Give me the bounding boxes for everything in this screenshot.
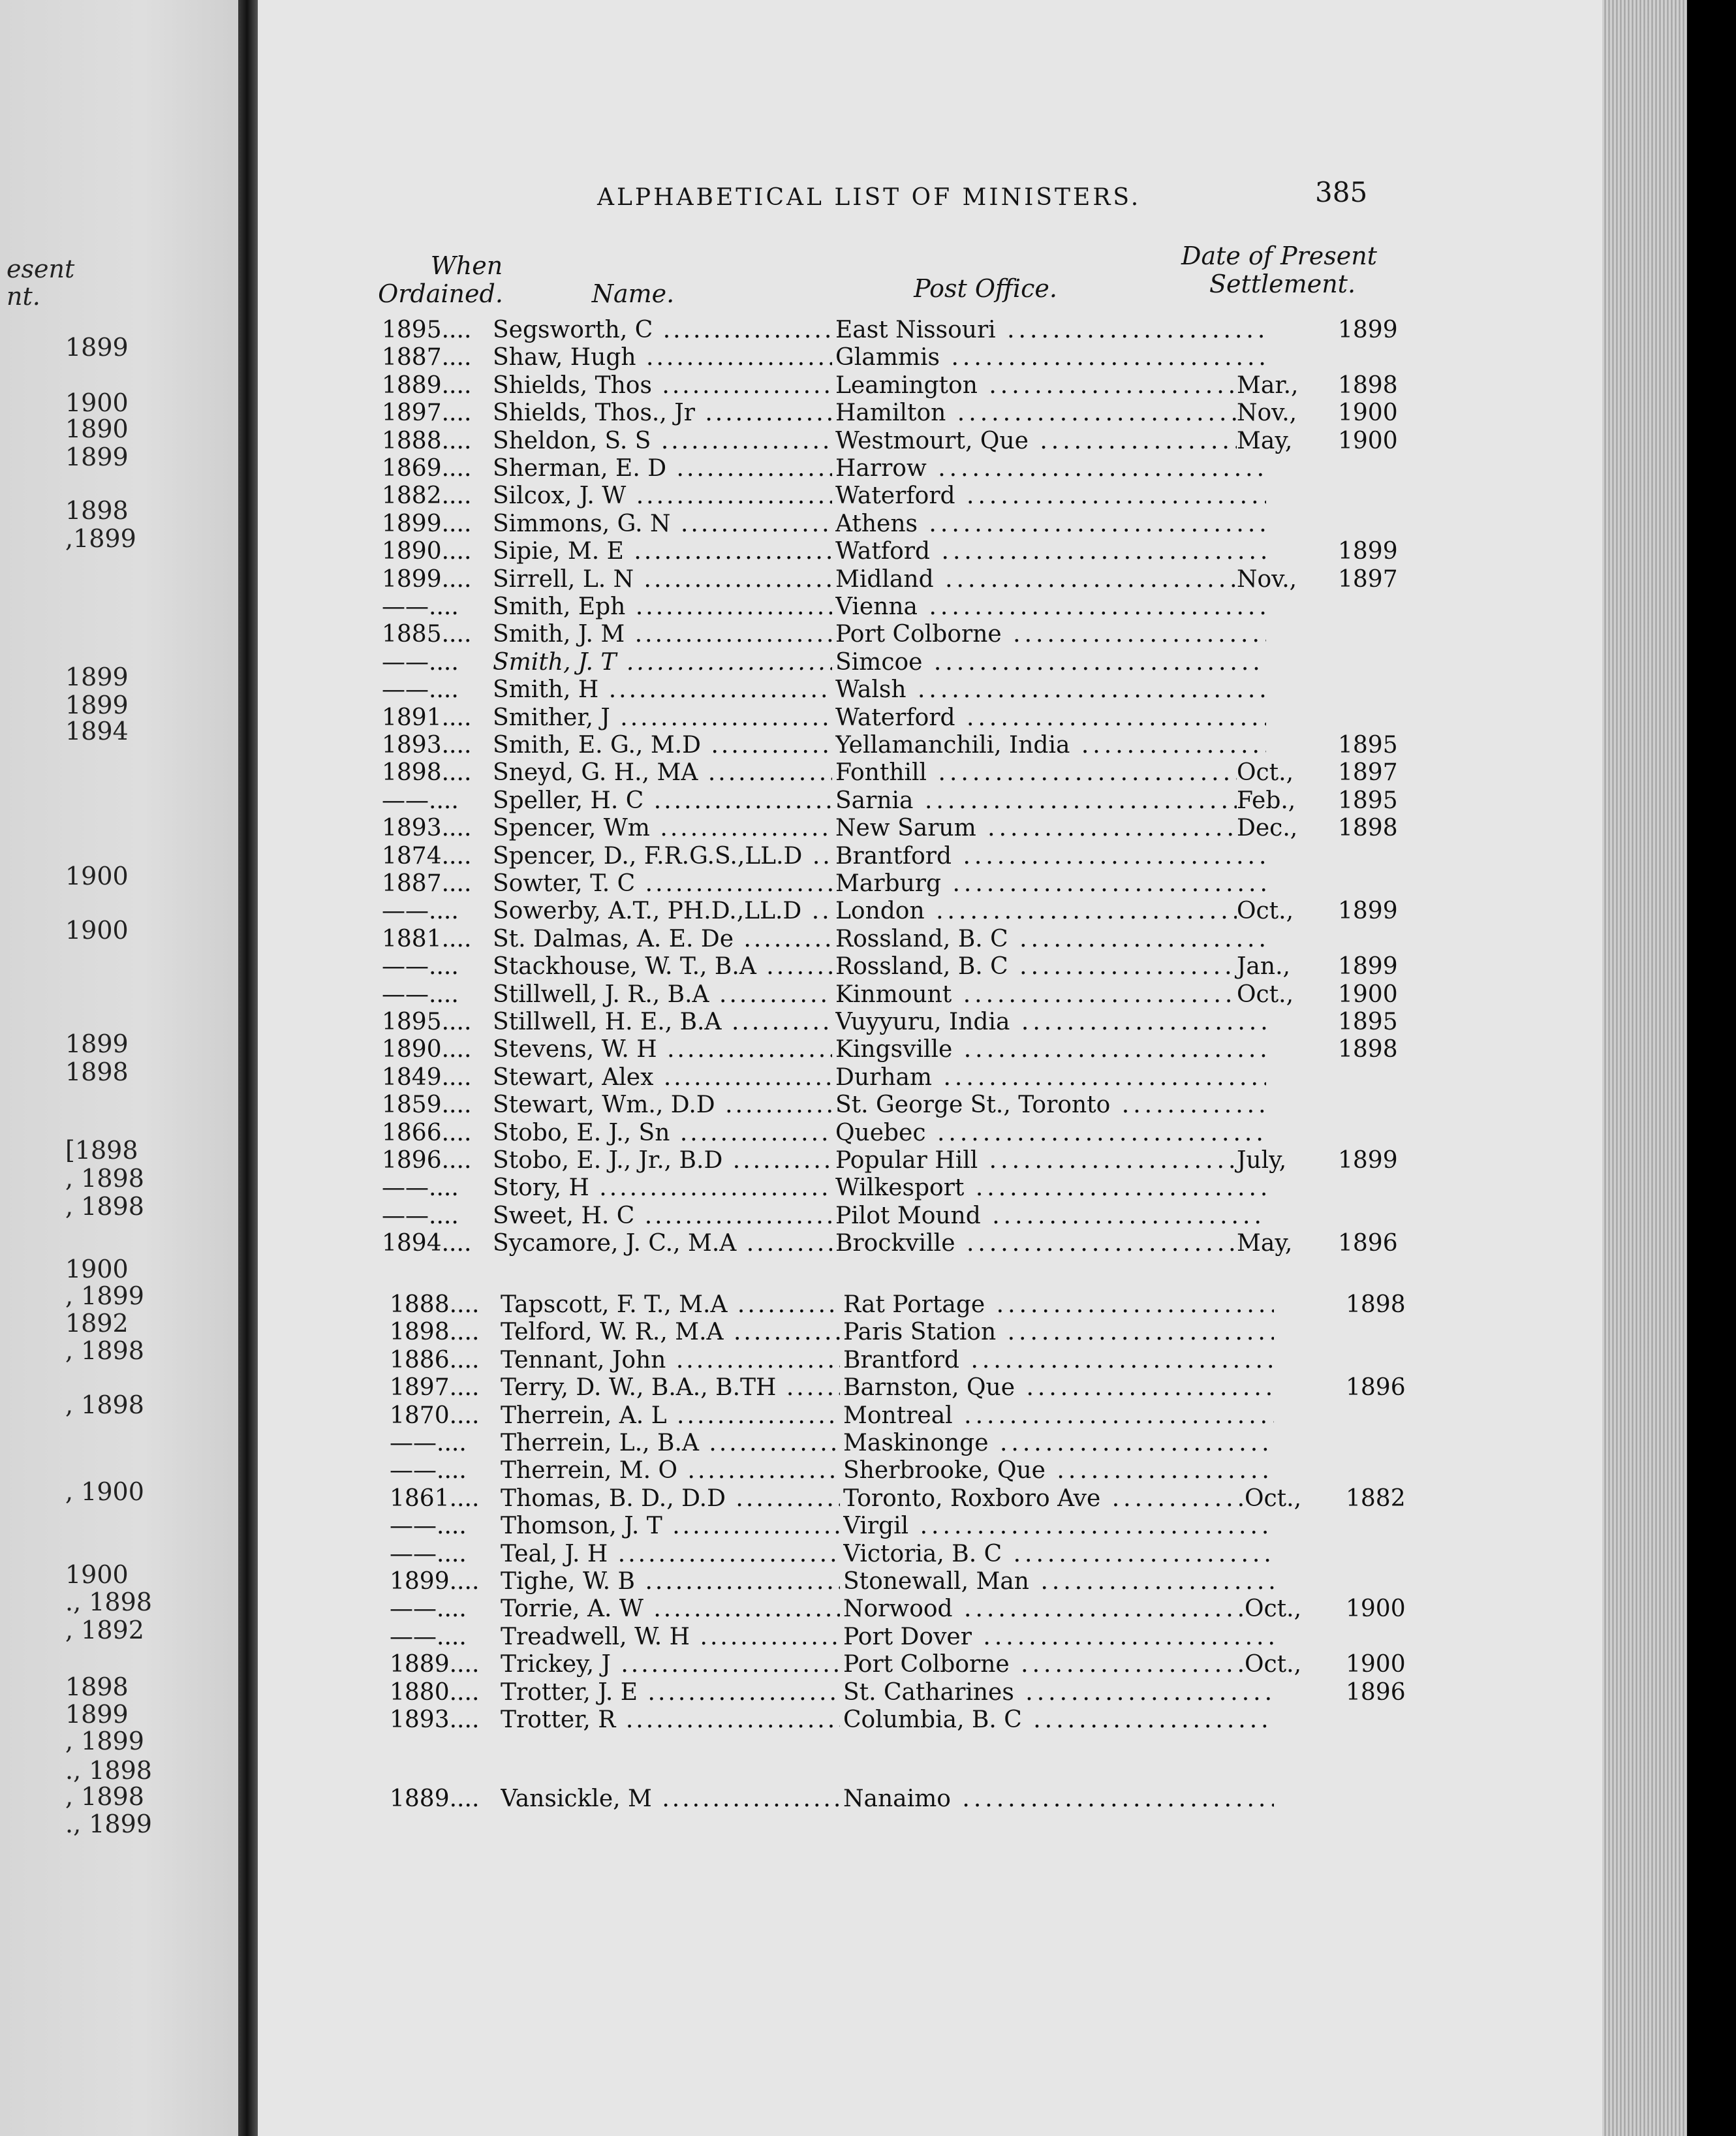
post-office: Harrow ..... <box>835 455 1266 482</box>
post-office: Fonthill ..... <box>835 759 1266 787</box>
settlement-year: 1895 <box>1338 732 1398 759</box>
settlement-year: 1899 <box>1338 317 1398 343</box>
minister-name: Stewart, Alex ..... <box>493 1064 832 1092</box>
ordained-year: 1880.... <box>390 1678 480 1706</box>
minister-name: Sirrell, L. N ..... <box>493 566 832 593</box>
list-item <box>258 870 1602 898</box>
minister-name: Trotter, R ..... <box>501 1706 840 1734</box>
ordained-year: ——.... <box>382 676 459 704</box>
list-item <box>258 566 1602 593</box>
list-item <box>258 1624 1602 1651</box>
main-page <box>258 0 1602 2136</box>
minister-name: Tennant, John ..... <box>501 1347 840 1374</box>
left-page-year: , 1898 <box>65 1192 144 1221</box>
post-office: Marburg ..... <box>835 870 1266 898</box>
post-office: Vienna ..... <box>835 593 1266 621</box>
settlement-year: 1895 <box>1338 787 1398 814</box>
ordained-year: 1893.... <box>390 1706 480 1733</box>
post-office: Port Colborne ..... <box>843 1651 1274 1678</box>
list-item <box>258 898 1602 925</box>
minister-name: Stewart, Wm., D.D ..... <box>493 1092 832 1119</box>
post-office: Rossland, B. C ..... <box>835 926 1266 953</box>
post-office: Sherbrooke, Que ..... <box>843 1457 1274 1484</box>
settlement-month: Oct., <box>1245 1595 1342 1623</box>
list-item <box>258 1202 1602 1230</box>
minister-name: Terry, D. W., B.A., B.TH ..... <box>501 1374 840 1402</box>
ordained-year: 1885.... <box>382 621 472 648</box>
list-item <box>258 926 1602 953</box>
ordained-year: ——.... <box>390 1540 467 1567</box>
list-item <box>258 1374 1602 1402</box>
ordained-year: 1899.... <box>382 510 472 537</box>
post-office: St. Catharines ..... <box>843 1679 1274 1706</box>
post-office: Hamilton ..... <box>835 400 1266 427</box>
left-page-year: , 1899 <box>65 1281 144 1310</box>
list-item <box>258 593 1602 621</box>
ordained-year: 1890.... <box>382 538 472 565</box>
ordained-year: 1893.... <box>382 732 472 759</box>
post-office: East Nissouri ..... <box>835 317 1266 344</box>
list-item <box>258 1706 1602 1734</box>
left-page-year: , 1898 <box>65 1390 144 1419</box>
settlement-month: Oct., <box>1245 1485 1342 1513</box>
settlement-month: May, <box>1237 1230 1335 1257</box>
list-item <box>258 510 1602 538</box>
minister-name: Smith, Eph ..... <box>493 593 832 621</box>
settlement-year: 1898 <box>1346 1291 1406 1318</box>
left-page-year: , 1898 <box>65 1782 144 1811</box>
post-office: Norwood ..... <box>843 1595 1274 1623</box>
settlement-month: Nov., <box>1237 400 1335 427</box>
list-item <box>258 1785 1602 1813</box>
minister-name: Shields, Thos ..... <box>493 372 832 400</box>
ordained-year: 1893.... <box>382 815 472 842</box>
column-header-ordained: Ordained. <box>378 279 503 308</box>
post-office: Port Colborne ..... <box>835 621 1266 648</box>
list-item <box>258 1651 1602 1678</box>
post-office: Port Dover ..... <box>843 1624 1274 1651</box>
post-office: Athens ..... <box>835 510 1266 538</box>
minister-name: Therrein, M. O ..... <box>501 1457 840 1484</box>
post-office: Watford ..... <box>835 538 1266 565</box>
ordained-year: ——.... <box>382 953 459 981</box>
minister-name: Therrein, A. L ..... <box>501 1402 840 1430</box>
post-office: Brantford ..... <box>835 843 1266 870</box>
ordained-year: ——.... <box>390 1457 467 1484</box>
ordained-year: ——.... <box>382 648 459 676</box>
settlement-month: Feb., <box>1237 787 1335 815</box>
list-item <box>258 1174 1602 1202</box>
post-office: Virgil ..... <box>843 1513 1274 1540</box>
settlement-year: 1900 <box>1338 400 1398 427</box>
ordained-year: 1887.... <box>382 870 472 897</box>
list-item <box>258 372 1602 400</box>
ordained-year: 1866.... <box>382 1119 472 1146</box>
list-item <box>258 344 1602 371</box>
list-item <box>258 1568 1602 1595</box>
minister-name: Stobo, E. J., Jr., B.D ..... <box>493 1147 832 1174</box>
minister-name: Sheldon, S. S ..... <box>493 428 832 455</box>
left-page-year: 1900 <box>65 862 129 890</box>
post-office: Pilot Mound ..... <box>835 1202 1266 1230</box>
left-page-year: 1898 <box>65 496 129 525</box>
minister-name: Speller, H. C ..... <box>493 787 832 815</box>
ordained-year: ——.... <box>382 898 459 925</box>
left-page-year: 1899 <box>65 333 129 362</box>
minister-name: Stevens, W. H ..... <box>493 1036 832 1063</box>
left-page-year: 1899 <box>65 443 129 471</box>
ordained-year: 1859.... <box>382 1092 472 1119</box>
left-page-year: , 1900 <box>65 1477 144 1506</box>
left-page-year: 1899 <box>65 1700 129 1729</box>
list-item <box>258 1595 1602 1623</box>
settlement-year: 1897 <box>1338 759 1398 787</box>
post-office: Quebec ..... <box>835 1120 1266 1147</box>
post-office: Rossland, B. C ..... <box>835 953 1266 981</box>
settlement-month: Oct., <box>1237 898 1335 925</box>
post-office: Westmourt, Que ..... <box>835 428 1266 455</box>
list-item <box>258 1402 1602 1430</box>
minister-name: Sowerby, A.T., PH.D.,LL.D ..... <box>493 898 832 925</box>
list-item <box>258 400 1602 427</box>
ordained-year: 1888.... <box>390 1291 480 1318</box>
post-office: Sarnia ..... <box>835 787 1266 815</box>
settlement-year: 1896 <box>1346 1374 1406 1402</box>
minister-name: Telford, W. R., M.A ..... <box>501 1319 840 1346</box>
list-item <box>258 732 1602 759</box>
minister-name: Teal, J. H ..... <box>501 1541 840 1568</box>
left-page-year: ., 1898 <box>65 1756 152 1785</box>
list-item <box>258 953 1602 981</box>
list-item <box>258 1291 1602 1319</box>
ordained-year: 1895.... <box>382 1009 472 1035</box>
ordained-year: 1891.... <box>382 704 472 731</box>
column-header-date-of-present: Date of Present <box>1181 242 1377 270</box>
settlement-month: Dec., <box>1237 815 1335 842</box>
settlement-year: 1898 <box>1338 815 1398 842</box>
minister-name: Treadwell, W. H ..... <box>501 1624 840 1651</box>
column-header-name: Name. <box>591 279 675 308</box>
settlement-month: July, <box>1237 1147 1335 1174</box>
left-page-year: 1890 <box>65 415 129 443</box>
left-page-year: 1899 <box>65 691 129 719</box>
post-office: Columbia, B. C ..... <box>843 1706 1274 1734</box>
ordained-year: 1894.... <box>382 1230 472 1257</box>
post-office: Victoria, B. C ..... <box>843 1541 1274 1568</box>
post-office: Rat Portage ..... <box>843 1291 1274 1319</box>
ordained-year: 1897.... <box>390 1374 480 1402</box>
post-office: Leamington ..... <box>835 372 1266 400</box>
ordained-year: 1870.... <box>390 1402 480 1429</box>
settlement-year: 1895 <box>1338 1009 1398 1035</box>
minister-name: Silcox, J. W ..... <box>493 482 832 510</box>
post-office: Maskinonge ..... <box>843 1430 1274 1457</box>
ordained-year: 1896.... <box>382 1147 472 1174</box>
minister-name: Smith, J. M ..... <box>493 621 832 648</box>
list-item <box>258 1230 1602 1257</box>
scan-border <box>1687 0 1736 2136</box>
ordained-year: 1869.... <box>382 455 472 482</box>
ordained-year: 1886.... <box>390 1346 480 1374</box>
minister-name: Shaw, Hugh ..... <box>493 344 832 371</box>
minister-name: Spencer, Wm ..... <box>493 815 832 842</box>
list-item <box>258 621 1602 648</box>
post-office: Glammis ..... <box>835 344 1266 371</box>
post-office: Waterford ..... <box>835 704 1266 732</box>
settlement-year: 1899 <box>1338 1147 1398 1174</box>
book-gutter <box>238 0 258 2136</box>
left-page-year: , 1899 <box>65 1727 144 1755</box>
settlement-month: Oct., <box>1245 1651 1342 1678</box>
ordained-year: 1889.... <box>390 1651 480 1678</box>
page-stack-edge <box>1602 0 1687 2136</box>
left-page-year: 1892 <box>65 1309 129 1338</box>
minister-name: Spencer, D., F.R.G.S.,LL.D ..... <box>493 843 832 870</box>
post-office: St. George St., Toronto ..... <box>835 1092 1266 1119</box>
ordained-year: 1882.... <box>382 482 472 510</box>
minister-name: Smith, E. G., M.D ..... <box>493 732 832 759</box>
left-page-year: 1900 <box>65 1255 129 1283</box>
minister-name: Smith, J. T ..... <box>493 649 832 676</box>
column-header-when: When <box>430 251 503 280</box>
left-page-year: ., 1898 <box>65 1588 152 1616</box>
left-page-year: 1899 <box>65 1029 129 1058</box>
list-item <box>258 455 1602 482</box>
post-office: Stonewall, Man ..... <box>843 1568 1274 1595</box>
list-item <box>258 1036 1602 1063</box>
left-page-header-2: nt. <box>7 282 40 311</box>
ordained-year: ——.... <box>382 981 459 1008</box>
post-office: Barnston, Que ..... <box>843 1374 1274 1402</box>
ordained-year: ——.... <box>390 1513 467 1540</box>
settlement-month: Oct., <box>1237 981 1335 1009</box>
list-item <box>258 1147 1602 1174</box>
ordained-year: 1861.... <box>390 1484 480 1512</box>
left-facing-page <box>0 0 238 2136</box>
left-page-year: 1899 <box>65 663 129 691</box>
minister-name: Simmons, G. N ..... <box>493 510 832 538</box>
post-office: New Sarum ..... <box>835 815 1266 842</box>
settlement-year: 1900 <box>1338 427 1398 454</box>
left-page-year: 1900 <box>65 388 129 417</box>
left-page-year: 1900 <box>65 916 129 945</box>
list-item <box>258 482 1602 510</box>
list-item <box>258 1064 1602 1092</box>
ordained-year: 1889.... <box>390 1785 480 1812</box>
post-office: Montreal ..... <box>843 1402 1274 1430</box>
list-item <box>258 1120 1602 1147</box>
minister-name: Stackhouse, W. T., B.A ..... <box>493 953 832 981</box>
settlement-month: Jan., <box>1237 953 1335 981</box>
list-item <box>258 1485 1602 1513</box>
list-item <box>258 1347 1602 1374</box>
settlement-year: 1900 <box>1346 1595 1406 1623</box>
list-item <box>258 1513 1602 1540</box>
minister-name: Shields, Thos., Jr ..... <box>493 400 832 427</box>
post-office: Durham ..... <box>835 1064 1266 1092</box>
minister-name: Sneyd, G. H., MA ..... <box>493 759 832 787</box>
left-page-year: ,1899 <box>65 524 136 553</box>
left-page-year: 1898 <box>65 1673 129 1701</box>
list-item <box>258 704 1602 732</box>
list-item <box>258 815 1602 842</box>
list-item <box>258 1009 1602 1036</box>
column-header-post-office: Post Office. <box>914 274 1057 303</box>
list-item <box>258 1430 1602 1457</box>
minister-name: Smither, J ..... <box>493 704 832 732</box>
post-office: Brantford ..... <box>843 1347 1274 1374</box>
post-office: Toronto, Roxboro Ave ..... <box>843 1485 1274 1513</box>
ordained-year: 1899.... <box>382 565 472 593</box>
ordained-year: ——.... <box>390 1623 467 1650</box>
settlement-year: 1898 <box>1338 371 1398 399</box>
list-item <box>258 538 1602 565</box>
list-item <box>258 1092 1602 1119</box>
list-item <box>258 649 1602 676</box>
list-item <box>258 843 1602 870</box>
post-office: Yellamanchili, India ..... <box>835 732 1266 759</box>
list-item <box>258 787 1602 815</box>
post-office: Brockville ..... <box>835 1230 1266 1257</box>
minister-name: Sipie, M. E ..... <box>493 538 832 565</box>
minister-name: Stillwell, H. E., B.A ..... <box>493 1009 832 1036</box>
ordained-year: 1887.... <box>382 344 472 371</box>
ordained-year: 1889.... <box>382 371 472 399</box>
post-office: Waterford ..... <box>835 482 1266 510</box>
page-number: 385 <box>1315 176 1368 208</box>
left-page-year: 1900 <box>65 1560 129 1589</box>
list-item <box>258 1319 1602 1346</box>
ordained-year: ——.... <box>390 1595 467 1623</box>
left-page-year: , 1892 <box>65 1616 144 1644</box>
post-office: London ..... <box>835 898 1266 925</box>
list-item <box>258 759 1602 787</box>
post-office: Kinmount ..... <box>835 981 1266 1009</box>
minister-name: Thomson, J. T ..... <box>501 1513 840 1540</box>
ordained-year: ——.... <box>382 1174 459 1202</box>
minister-name: Vansickle, M ..... <box>501 1785 840 1813</box>
ordained-year: 1895.... <box>382 317 472 343</box>
settlement-year: 1898 <box>1338 1036 1398 1063</box>
minister-name: St. Dalmas, A. E. De ..... <box>493 926 832 953</box>
minister-name: Trotter, J. E ..... <box>501 1679 840 1706</box>
minister-name: Stobo, E. J., Sn ..... <box>493 1120 832 1147</box>
settlement-month: Nov., <box>1237 566 1335 593</box>
minister-name: Tighe, W. B ..... <box>501 1568 840 1595</box>
minister-name: Smith, H ..... <box>493 676 832 704</box>
settlement-year: 1899 <box>1338 538 1398 565</box>
post-office: Kingsville ..... <box>835 1036 1266 1063</box>
post-office: Paris Station ..... <box>843 1319 1274 1346</box>
post-office: Nanaimo ..... <box>843 1785 1274 1813</box>
list-item <box>258 1457 1602 1484</box>
post-office: Midland ..... <box>835 566 1266 593</box>
minister-name: Sycamore, J. C., M.A ..... <box>493 1230 832 1257</box>
ordained-year: 1899.... <box>390 1568 480 1595</box>
settlement-year: 1899 <box>1338 953 1398 981</box>
ordained-year: ——.... <box>382 787 459 814</box>
minister-name: Torrie, A. W ..... <box>501 1595 840 1623</box>
list-item <box>258 981 1602 1009</box>
minister-name: Sweet, H. C ..... <box>493 1202 832 1230</box>
left-page-year: , 1898 <box>65 1164 144 1193</box>
minister-name: Stillwell, J. R., B.A ..... <box>493 981 832 1009</box>
left-page-year: 1898 <box>65 1058 129 1086</box>
ordained-year: ——.... <box>382 593 459 620</box>
list-item <box>258 676 1602 704</box>
ordained-year: 1881.... <box>382 925 472 952</box>
settlement-year: 1900 <box>1338 981 1398 1008</box>
ordained-year: 1898.... <box>382 759 472 787</box>
post-office: Wilkesport ..... <box>835 1174 1266 1202</box>
list-item <box>258 428 1602 455</box>
settlement-year: 1896 <box>1346 1678 1406 1706</box>
settlement-year: 1897 <box>1338 565 1398 593</box>
left-page-year: ., 1899 <box>65 1810 152 1838</box>
minister-name: Trickey, J ..... <box>501 1651 840 1678</box>
ordained-year: 1849.... <box>382 1063 472 1091</box>
left-page-year: , 1898 <box>65 1336 144 1365</box>
left-page-header-1: esent <box>7 255 75 283</box>
list-item <box>258 1679 1602 1706</box>
ordained-year: 1890.... <box>382 1036 472 1063</box>
post-office: Vuyyuru, India ..... <box>835 1009 1266 1036</box>
minister-name: Thomas, B. D., D.D ..... <box>501 1485 840 1513</box>
minister-name: Sherman, E. D ..... <box>493 455 832 482</box>
settlement-month: Mar., <box>1237 372 1335 400</box>
minister-name: Segsworth, C ..... <box>493 317 832 344</box>
post-office: Simcoe ..... <box>835 649 1266 676</box>
page-title: ALPHABETICAL LIST OF MINISTERS. <box>597 184 1141 211</box>
left-page-year: 1894 <box>65 717 129 746</box>
settlement-year: 1899 <box>1338 898 1398 925</box>
ordained-year: 1888.... <box>382 427 472 454</box>
ordained-year: 1898.... <box>390 1319 480 1346</box>
settlement-month: Oct., <box>1237 759 1335 787</box>
minister-name: Tapscott, F. T., M.A ..... <box>501 1291 840 1319</box>
ordained-year: ——.... <box>390 1430 467 1456</box>
list-item <box>258 317 1602 344</box>
left-page-year: [1898 <box>65 1136 138 1165</box>
minister-name: Therrein, L., B.A ..... <box>501 1430 840 1457</box>
ordained-year: 1874.... <box>382 842 472 870</box>
ordained-year: 1897.... <box>382 400 472 427</box>
list-item <box>258 1541 1602 1568</box>
minister-name: Sowter, T. C ..... <box>493 870 832 898</box>
settlement-year: 1882 <box>1346 1484 1406 1512</box>
post-office: Popular Hill ..... <box>835 1147 1266 1174</box>
ordained-year: ——.... <box>382 1202 459 1229</box>
settlement-month: May, <box>1237 428 1335 455</box>
column-header-settlement: Settlement. <box>1209 270 1356 298</box>
settlement-year: 1896 <box>1338 1230 1398 1257</box>
settlement-year: 1900 <box>1346 1651 1406 1678</box>
minister-name: Story, H ..... <box>493 1174 832 1202</box>
post-office: Walsh ..... <box>835 676 1266 704</box>
